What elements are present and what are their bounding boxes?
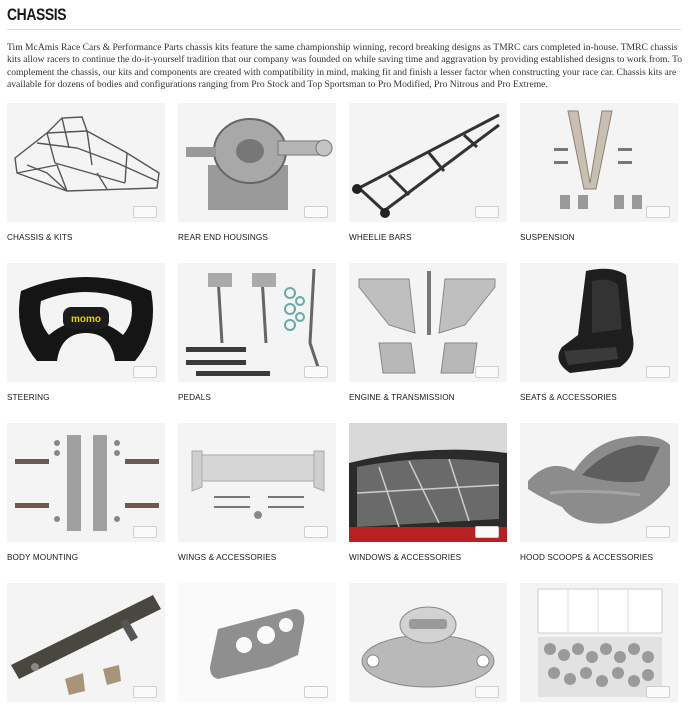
category-tile-hardware-kit[interactable] bbox=[520, 583, 678, 702]
category-label-engine-transmission[interactable]: ENGINE & TRANSMISSION bbox=[349, 393, 455, 402]
category-label-pedals[interactable]: PEDALS bbox=[178, 393, 211, 402]
category-tile-gusset-plate[interactable] bbox=[178, 583, 336, 702]
wheelie-bar-icon[interactable] bbox=[349, 103, 507, 222]
category-tile-hood-scoops-accessories[interactable] bbox=[520, 423, 678, 562]
category-label-chassis-kits[interactable]: CHASSIS & KITS bbox=[7, 233, 73, 242]
category-label-suspension[interactable]: SUSPENSION bbox=[520, 233, 575, 242]
category-label-windows-accessories[interactable]: WINDOWS & ACCESSORIES bbox=[349, 553, 462, 562]
suspension-arm-icon[interactable] bbox=[520, 103, 678, 222]
steering-wheel-icon[interactable] bbox=[7, 263, 165, 382]
category-tile-suspension[interactable] bbox=[520, 103, 678, 242]
category-label-wheelie-bars[interactable]: WHEELIE BARS bbox=[349, 233, 412, 242]
category-tile-bar-bracket[interactable] bbox=[7, 583, 165, 702]
race-seat-icon[interactable] bbox=[520, 263, 678, 382]
category-tile-windows-accessories[interactable] bbox=[349, 423, 507, 562]
category-label-rear-end-housings[interactable]: REAR END HOUSINGS bbox=[178, 233, 268, 242]
rear-end-housing-icon[interactable] bbox=[178, 103, 336, 222]
category-tile-quarter-turn-fastener[interactable] bbox=[349, 583, 507, 702]
pedal-kit-icon[interactable] bbox=[178, 263, 336, 382]
category-label-hood-scoops-accessories[interactable]: HOOD SCOOPS & ACCESSORIES bbox=[520, 553, 654, 562]
intro-text: Tim McAmis Race Cars & Performance Parts chassis kits feature the same championship winning, record breaking designs as TMRC cars completed in-house. TMRC chassis kits allow racers to continue the do-it-yourself tradition that our company was founded on while saving time and aggravation by providing established designs to work from. To complement the chassis, our kits and components are created with compatibility in mind, making fit and finish a lesser factor when constructing your race car. Chassis kits are available for dozens of bodies and configurations ranging from Pro Stock and Top Sportsman to Pro Modified, Pro Nitrous and Pro Extreme. bbox=[7, 42, 683, 90]
category-tile-engine-transmission[interactable] bbox=[349, 263, 507, 402]
category-tile-body-mounting[interactable] bbox=[7, 423, 165, 562]
hardware-kit-icon[interactable] bbox=[520, 583, 678, 702]
bar-bracket-icon[interactable] bbox=[7, 583, 165, 702]
body-mount-icon[interactable] bbox=[7, 423, 165, 542]
momo-logo-text: momo bbox=[71, 314, 101, 325]
category-tile-wheelie-bars[interactable] bbox=[349, 103, 507, 242]
category-label-body-mounting[interactable]: BODY MOUNTING bbox=[7, 553, 79, 562]
category-tile-rear-end-housings[interactable] bbox=[178, 103, 336, 242]
category-tile-wings-accessories[interactable] bbox=[178, 423, 336, 562]
category-tile-steering[interactable] bbox=[7, 263, 165, 402]
category-label-seats-accessories[interactable]: SEATS & ACCESSORIES bbox=[520, 393, 617, 402]
category-label-steering[interactable]: STEERING bbox=[7, 393, 50, 402]
category-tile-seats-accessories[interactable] bbox=[520, 263, 678, 402]
page-title: CHASSIS bbox=[7, 5, 67, 24]
hood-scoop-icon[interactable] bbox=[520, 423, 678, 542]
gusset-plate-icon[interactable] bbox=[178, 583, 336, 702]
quarter-turn-fastener-icon[interactable] bbox=[349, 583, 507, 702]
title-divider bbox=[7, 29, 681, 30]
engine-plate-icon[interactable] bbox=[349, 263, 507, 382]
chassis-frame-icon[interactable] bbox=[7, 103, 165, 222]
category-tile-pedals[interactable] bbox=[178, 263, 336, 402]
window-net-icon[interactable] bbox=[349, 423, 507, 542]
category-tile-chassis-kits[interactable] bbox=[7, 103, 165, 242]
wing-icon[interactable] bbox=[178, 423, 336, 542]
category-label-wings-accessories[interactable]: WINGS & ACCESSORIES bbox=[178, 553, 277, 562]
